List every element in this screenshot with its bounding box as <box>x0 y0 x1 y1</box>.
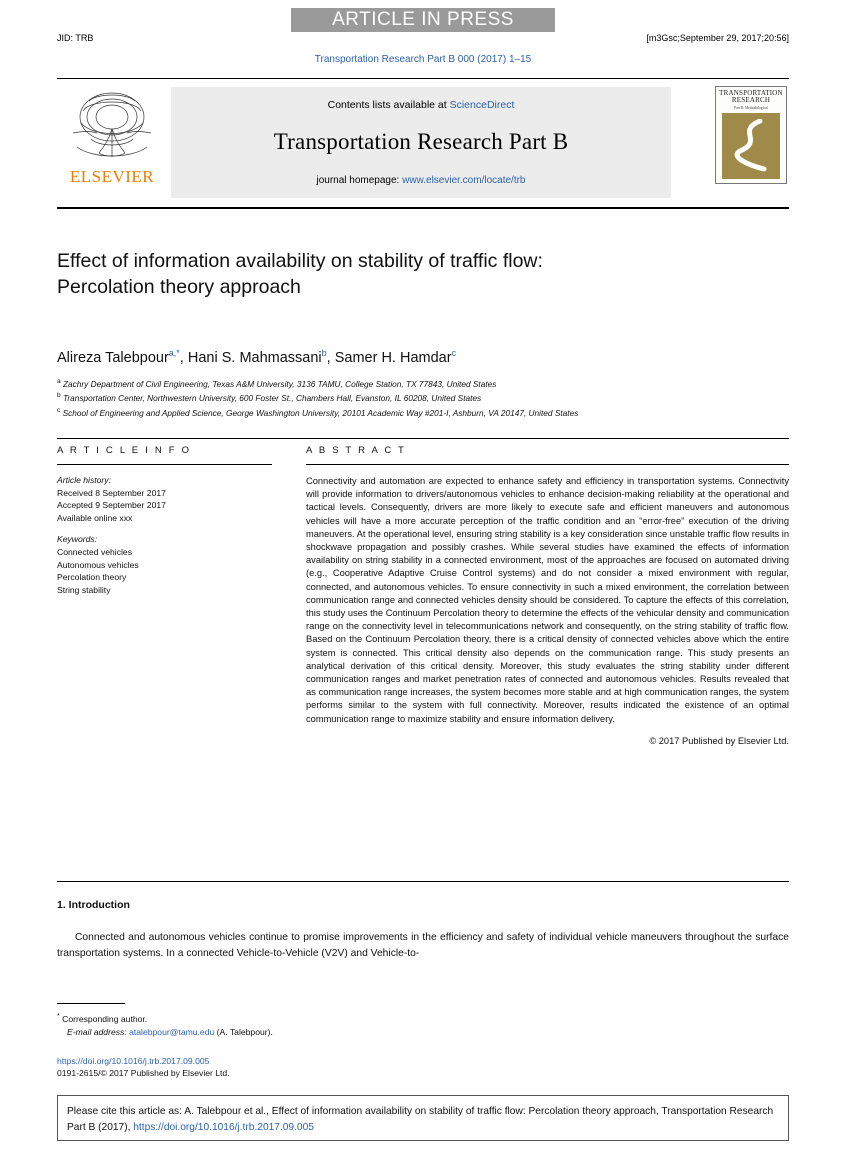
footnote-rule <box>57 1003 125 1004</box>
homepage-link[interactable]: www.elsevier.com/locate/trb <box>402 175 526 186</box>
cover-subtitle: Part B: Methodological <box>734 106 768 110</box>
affiliation-c-mark: c <box>57 406 61 414</box>
keyword-2: Autonomous vehicles <box>57 559 139 570</box>
article-info-rule <box>57 464 272 465</box>
abstract-rule <box>306 464 789 465</box>
affiliation-list <box>57 376 717 419</box>
elsevier-logo <box>60 87 164 198</box>
affiliation-b-mark: b <box>57 392 61 400</box>
affiliation-a-mark: a <box>57 378 61 385</box>
affiliation-b <box>57 390 717 404</box>
keyword-1: Connected vehicles <box>57 546 133 557</box>
homepage-label: journal homepage: <box>316 175 403 186</box>
author-3-marks: c <box>451 348 457 358</box>
footnote-block <box>57 1010 557 1039</box>
jid-row <box>57 33 789 43</box>
cover-title-line2: RESEARCH <box>731 96 771 104</box>
cite-line-1: Please cite this article as: A. Talebpour et al., Effect of information availability on stability of traffic flow: Percolation theory <box>67 1106 611 1117</box>
asterisk-icon: * <box>57 1013 60 1020</box>
email-label: E-mail address: <box>67 1026 127 1037</box>
cover-road-graphic <box>730 119 770 173</box>
author-list <box>57 348 757 366</box>
affiliation-c <box>57 405 717 419</box>
affiliation-a <box>57 376 717 390</box>
affiliation-a-text: Zachry Department of Civil Engineering, Texas A&M University, 3136 TAMU, College Station, TX 77843, United States <box>62 378 497 389</box>
article-history-online: Available online xxx <box>57 512 133 523</box>
abstract-copyright: © 2017 Published by Elsevier Ltd. <box>649 735 789 746</box>
corresponding-author-text: Corresponding author. <box>62 1013 148 1024</box>
keyword-3: Percolation theory <box>57 572 127 583</box>
section-heading-introduction: 1. Introduction <box>57 899 130 911</box>
email-link[interactable]: atalebpour@tamu.edu <box>129 1026 215 1037</box>
elsevier-tree-icon <box>69 87 155 165</box>
keyword-4: String stability <box>57 584 111 595</box>
build-stamp: [m3Gsc;September 29, 2017;20:56] <box>646 33 789 43</box>
masthead-rule-bottom <box>57 207 789 209</box>
author-1-marks: a,* <box>168 348 180 358</box>
masthead-rule-top <box>57 78 789 79</box>
abstract-heading: A B S T R A C T <box>306 445 407 456</box>
journal-homepage-line <box>171 175 671 186</box>
keywords-label: Keywords: <box>57 534 98 545</box>
title-line-1: Effect of information availability on stability of traffic flow: <box>57 250 543 272</box>
cover-title-line1: TRANSPORTATION <box>719 89 783 97</box>
article-history-accepted: Accepted 9 September 2017 <box>57 500 166 511</box>
elsevier-wordmark: ELSEVIER <box>69 167 155 186</box>
article-history-received: Received 8 September 2017 <box>57 487 166 498</box>
introduction-paragraph: Connected and autonomous vehicles continue to promise improvements in the efficiency and safety of individual vehicle maneuvers throughout the surface transportation systems. In a connected Vehicle-to-Vehicle (V2V) and Vehicle-to- <box>57 932 789 959</box>
journal-masthead <box>57 78 789 208</box>
article-history-label: Article history: <box>57 475 111 485</box>
page-title <box>57 248 757 300</box>
title-line-2: Percolation theory approach <box>57 276 301 298</box>
contents-available-prefix: Contents lists available at <box>327 99 450 111</box>
cite-doi-link[interactable]: https://doi.org/10.1016/j.trb.2017.09.005 <box>133 1122 314 1133</box>
info-abstract-rule-bottom <box>57 881 789 882</box>
jid-label: JID: TRB <box>57 33 94 43</box>
abstract-body: Connectivity and automation are expected to enhance safety and efficiency in transportation systems. Connectivity will provide information to drivers/autonomous vehicles to enhance decision-making reliability at the operational and tactical levels. Consequently, drivers are more likely to execute safe and efficient maneuvers and autonomous vehicles will have a more accurate perception of the traffic condition and an “error-free” execution of the driving maneuvers. At the operational level, ensuring string stability is a key consideration since unstable traffic flow results in shockwave propagation and possibly crashes. While several studies have examined the effects of information availability on string stability in a connected environment, most of the approaches are focused on automated driving (e.g., Cooperative Adaptive Cruise Control systems) and do not consider a mixed environment with regular, connected, and autonomous vehicles. To ensure connectivity in such a mixed environment, the correlation between communication range and connected vehicles density should be considered. To capture the effects of this correlation, this study uses the Continuum Percolation theory to determine the effects of the vehicular density and communication range on the connectivity level in telecommunications network and consequently, on the string stability of traffic flow. Based on the Continuum Percolation theory, there is a critical density of connected vehicles above which the entire system is connected. This critical density also depends on the communication range. This study presents an analytical derivation of this critical density. Moreover, this study evaluates the string stability under different communication ranges and market penetration rates of connected and autonomous vehicles. Results revealed that as communication range increases, the system becomes more stable and at high communication ranges, the system performs similar to the system with full connectivity. Moreover, results indicated the existence of an optimal communication range to maximize stability and ensure information delivery. <box>306 476 789 724</box>
author-2-marks: b <box>321 348 327 358</box>
article-info-heading: A R T I C L E I N F O <box>57 445 192 456</box>
affiliation-c-text: School of Engineering and Applied Science, George Washington University, 20101 Academic Way #201-I, Ashburn, VA 20147, United States <box>62 407 579 418</box>
cite-this-article-text <box>67 1104 779 1136</box>
article-info-column <box>57 445 272 596</box>
author-1[interactable]: Alireza Talebpour <box>57 349 169 366</box>
corresponding-author-note <box>57 1010 557 1026</box>
email-owner: (A. Talebpour). <box>216 1026 273 1037</box>
contents-available-line <box>171 99 671 111</box>
article-history-block <box>57 474 272 524</box>
cover-title <box>716 87 786 112</box>
author-2[interactable]: Hani S. Mahmassani <box>187 349 322 366</box>
info-abstract-rule-top <box>57 438 789 439</box>
abstract-column <box>306 445 789 746</box>
journal-title: Transportation Research Part B <box>273 129 569 154</box>
masthead-center-panel <box>171 87 671 198</box>
author-3[interactable]: Samer H. Hamdar <box>334 349 452 366</box>
keywords-block <box>57 533 272 596</box>
running-head[interactable]: Transportation Research Part B 000 (2017) 1–15 <box>314 54 532 65</box>
cite-line-2: approach, Transportation Research Part B (2017), <box>67 1106 774 1133</box>
author-sep-2: , <box>326 349 335 366</box>
doi-link[interactable]: https://doi.org/10.1016/j.trb.2017.09.005 <box>57 1056 210 1066</box>
sciencedirect-link[interactable]: ScienceDirect <box>449 99 515 111</box>
email-note <box>57 1026 557 1039</box>
journal-cover-thumbnail <box>715 86 787 184</box>
author-sep-1: , <box>179 349 188 366</box>
issn-copyright: 0191-2615/© 2017 Published by Elsevier Ltd. <box>57 1068 230 1078</box>
affiliation-b-text: Transportation Center, Northwestern University, 600 Foster St., Chambers Hall, Evanston, IL 60208, United States <box>62 393 482 404</box>
article-in-press-banner: ARTICLE IN PRESS <box>332 9 514 30</box>
